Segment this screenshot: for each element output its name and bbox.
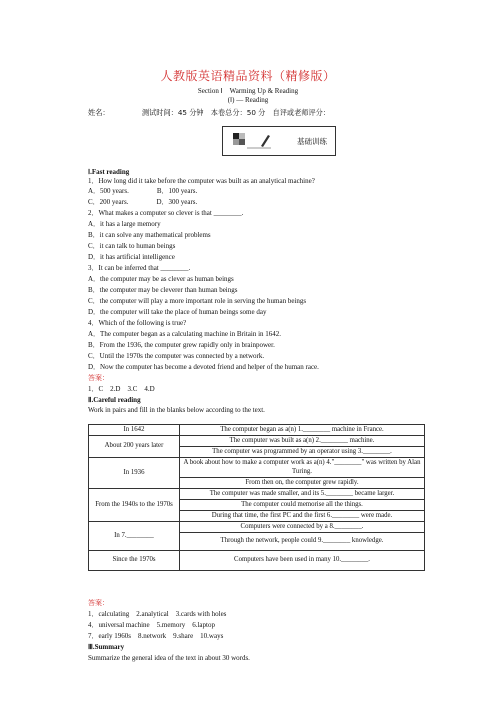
part2-answers-2: 4．universal machine 5.memory 6.laptop	[88, 621, 215, 629]
table-row	[89, 425, 425, 436]
basic-training-badge	[222, 126, 336, 156]
timeline-table	[88, 424, 425, 571]
q2-option-c: C．it can talk to human beings	[88, 242, 176, 250]
q2-option-b: B．it can solve any mathematical problems	[88, 231, 211, 239]
q1-options-cd: C．200 years. D．300 years.	[88, 198, 198, 206]
q3-option-c: C．the computer will play a more important role in serving the human beings	[88, 297, 307, 305]
badge-label: 基础训练	[297, 137, 327, 146]
table-row	[89, 436, 425, 447]
q3-option-a: A．the computer may be as clever as human beings	[88, 275, 234, 283]
part1-answer-label: 答案：	[88, 374, 109, 382]
question-2: 2．What makes a computer so clever is that ________.	[88, 209, 244, 217]
question-1: 1．How long did it take before the computer was built as an analytical machine?	[88, 177, 315, 185]
table-row	[89, 458, 425, 478]
table-cell: From then on, the computer grew rapidly.	[180, 478, 425, 489]
section-title: Section Ⅰ Warming Up & Reading	[197, 87, 299, 95]
table-cell: The computer was built as a(n) 2.________ machine.	[180, 436, 425, 447]
table-cell: The computer began as a(n) 1.________ machine in France.	[180, 425, 425, 436]
test-info: 测试时间：45 分钟 本卷总分：50 分 自评或老师评分：	[141, 108, 331, 117]
part2-instruction: Work in pairs and fill in the blanks below according to the text.	[88, 406, 265, 414]
table-row	[89, 489, 425, 500]
part2-answer-label: 答案：	[88, 599, 109, 607]
table-cell: Computers were connected by a 8.________.	[180, 522, 425, 533]
table-row	[89, 551, 425, 571]
part1-heading: Ⅰ.Fast reading	[88, 168, 130, 176]
part3-heading: Ⅲ.Summary	[88, 643, 125, 651]
table-cell: In 1936	[89, 458, 180, 489]
table-cell: From the 1940s to the 1970s	[89, 489, 180, 522]
q4-option-d: D．Now the computer has become a devoted friend and helper of the human race.	[88, 363, 319, 371]
table-cell: About 200 years later	[89, 436, 180, 458]
q4-option-b: B．From the 1936, the computer grew rapidly only in brainpower.	[88, 341, 275, 349]
table-cell: In 1642	[89, 425, 180, 436]
part1-answers: 1．C 2.D 3.C 4.D	[88, 385, 155, 393]
table-row	[89, 522, 425, 533]
part-title: (Ⅰ) — Reading	[227, 96, 269, 104]
question-3: 3．It can be inferred that ________.	[88, 264, 191, 272]
pencil-icon	[231, 131, 271, 151]
name-label: 姓名：	[88, 108, 110, 117]
q1-options-ab: A．500 years. B．100 years.	[88, 187, 198, 195]
part2-answers-1: 1．calculating 2.analytical 3.cards with holes	[88, 610, 227, 618]
table-cell: Since the 1970s	[89, 551, 180, 571]
table-cell: A book about how to make a computer work as a(n) 4."________" was written by Alan Turing.	[180, 458, 425, 478]
q2-option-a: A．it has a large memory	[88, 220, 161, 228]
table-cell: In 7.________	[89, 522, 180, 551]
table-cell: During that time, the first PC and the first 6.________ were made.	[180, 511, 425, 522]
part2-heading: Ⅱ.Careful reading	[88, 396, 141, 404]
question-4: 4．Which of the following is true?	[88, 319, 187, 327]
page-title: 人教版英语精品资料（精修版）	[160, 69, 336, 83]
info-line	[88, 108, 330, 118]
table-cell: The computer could memorise all the things.	[180, 500, 425, 511]
table-cell: The computer was made smaller, and its 5.________ became larger.	[180, 489, 425, 500]
table-cell: Through the network, people could 9.________ knowledge.	[180, 533, 425, 551]
q3-option-d: D．the computer will take the place of human beings some day	[88, 308, 267, 316]
q4-option-c: C．Until the 1970s the computer was connected by a network.	[88, 352, 265, 360]
q4-option-a: A．The computer began as a calculating machine in Britain in 1642.	[88, 330, 282, 338]
q3-option-b: B．the computer may be cleverer than human beings	[88, 286, 238, 294]
part2-answers-3: 7．early 1960s 8.network 9.share 10.ways	[88, 632, 224, 640]
table-cell: The computer was programmed by an operator using 3.________.	[180, 447, 425, 458]
table-cell: Computers have been used in many 10.________.	[180, 551, 425, 571]
part3-instruction: Summarize the general idea of the text in about 30 words.	[88, 654, 250, 662]
q2-option-d: D．it has artificial intelligence	[88, 253, 175, 261]
